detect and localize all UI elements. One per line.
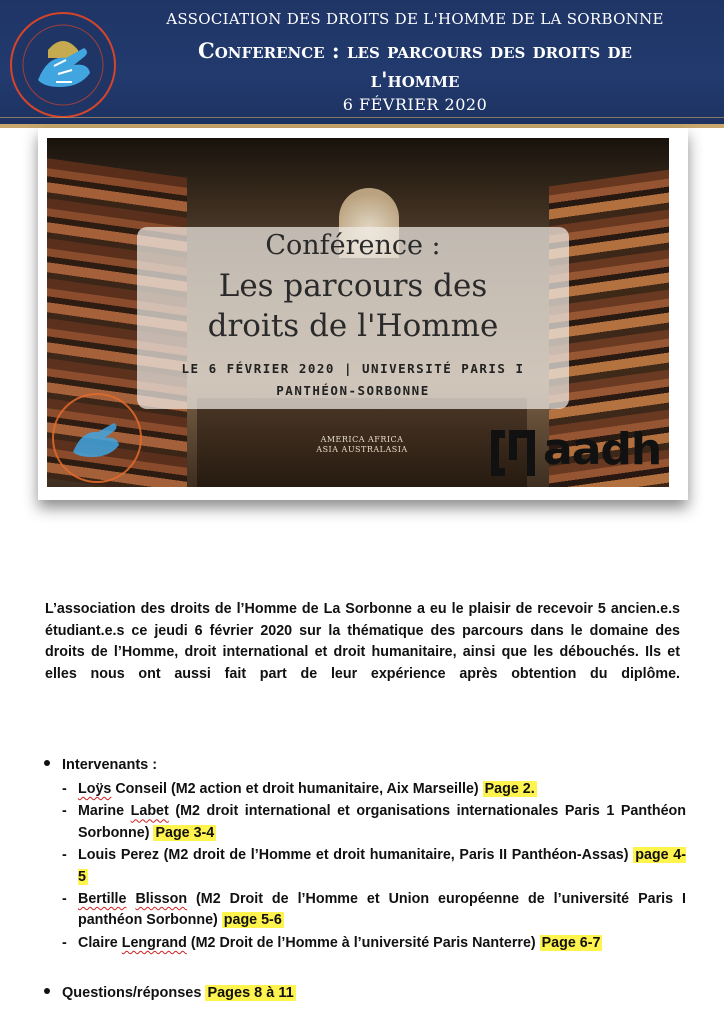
- association-logo-icon: [8, 10, 118, 120]
- speaker-first-name: Bertille: [78, 891, 127, 908]
- conference-title-line1: Conference : les parcours des droits de: [198, 38, 632, 63]
- banner-title-line2: Les parcours des: [218, 268, 488, 304]
- speaker-details: (M2 Droit de l’Homme à l’université Paris Nanterre): [186, 934, 540, 951]
- conference-banner-image: [47, 138, 669, 487]
- header-gold-rule: [0, 117, 724, 118]
- association-name: ASSOCIATION DES DROITS DE L'HOMME DE LA SORBONNE: [166, 10, 664, 28]
- aadh-logo-text: aadh: [543, 424, 662, 475]
- header-band: [0, 0, 724, 128]
- library-sign-line2: ASIA AUSTRALASIA: [316, 445, 408, 454]
- list-item: [62, 933, 686, 954]
- conference-date: 6 FÉVRIER 2020: [342, 95, 488, 114]
- speaker-first-name: Claire: [78, 934, 118, 951]
- intervenants-label: Intervenants :: [62, 757, 158, 773]
- banner-subtitle-line2: PANTHÉON-SORBONNE: [276, 383, 430, 398]
- conference-title: [130, 36, 700, 94]
- page-reference: Page 3-4: [155, 824, 215, 841]
- intro-paragraph: L’association des droits de l’Homme de La Sorbonne a eu le plaisir de recevoir 5 ancien.e.s étudiant.e.s ce jeudi 6 février 2020 sur la thématique des parcours dans le domaine des droits de l’Homme, droit international et droit humanitaire, ainsi que les débouchés. Ils et elles nous ont aussi fait part de leur expérience après obtention du diplôme.: [45, 601, 680, 682]
- intervenants-heading: [44, 757, 157, 773]
- dash-icon: -: [62, 847, 67, 864]
- speaker-last-name: Lengrand: [121, 934, 187, 951]
- bullet-icon: [44, 988, 50, 994]
- dash-icon: -: [62, 781, 67, 797]
- list-item: [62, 845, 686, 888]
- speaker-last-name: Blisson: [135, 891, 188, 908]
- dash-icon: -: [62, 891, 67, 908]
- page-reference: page 5-6: [223, 912, 282, 929]
- banner-subtitle-line1: LE 6 FÉVRIER 2020 | UNIVERSITÉ PARIS I: [181, 361, 525, 376]
- banner-title-line1: Conférence :: [265, 230, 441, 261]
- conference-title-line2: l'homme: [370, 67, 460, 92]
- page-reference: page 4-5: [78, 847, 686, 885]
- list-item: [62, 889, 686, 932]
- page-reference: Page 6-7: [541, 934, 601, 951]
- bullet-icon: [44, 760, 50, 766]
- library-sign: [297, 435, 427, 455]
- speaker-details: (M2 droit international et organisations internationales Paris 1 Panthéon Sorbonne): [78, 803, 686, 841]
- speaker-details: (M2 Droit de l’Homme et Union européenne de l’université Paris I panthéon Sorbonne): [78, 891, 686, 929]
- library-sign-line1: AMERICA AFRICA: [320, 435, 404, 444]
- list-item: [62, 801, 686, 844]
- questions-heading: [44, 985, 296, 1001]
- list-item: [62, 779, 686, 800]
- speaker-details: (M2 droit de l’Homme et droit humanitaire, Paris II Panthéon-Assas): [158, 847, 634, 864]
- speaker-name: Louis Perez: [78, 847, 159, 864]
- page-reference: Page 2.: [484, 781, 535, 797]
- banner-title-line3: droits de l'Homme: [207, 308, 499, 344]
- speaker-details: Conseil (M2 action et droit humanitaire, Aix Marseille): [111, 781, 483, 797]
- dash-icon: -: [62, 803, 67, 820]
- speaker-last-name: Labet: [130, 803, 169, 820]
- intervenants-list: [62, 779, 686, 955]
- questions-label: Questions/réponses: [62, 985, 206, 1001]
- association-logo-watermark-icon: [47, 388, 147, 487]
- questions-page-reference: Pages 8 à 11: [207, 985, 294, 1001]
- dash-icon: -: [62, 934, 67, 951]
- speaker-name: Loÿs: [78, 781, 112, 797]
- speaker-first-name: Marine: [78, 803, 125, 820]
